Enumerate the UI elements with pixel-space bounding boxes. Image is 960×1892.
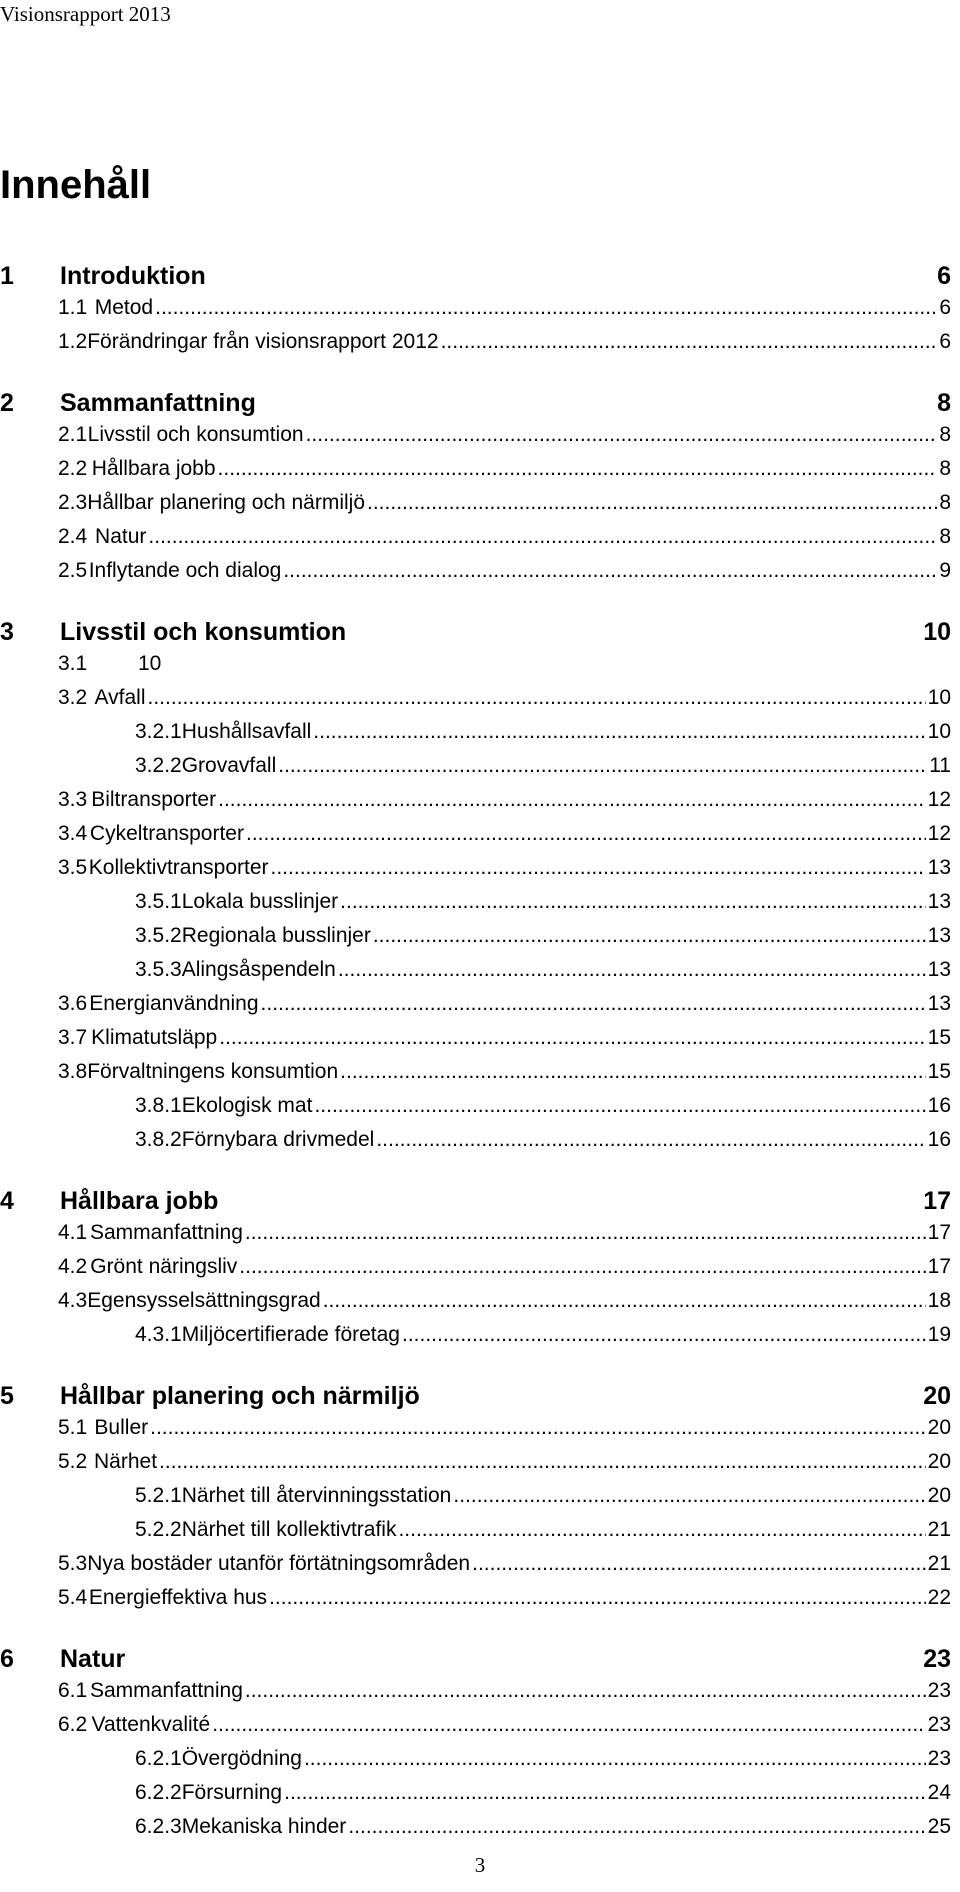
toc-entry[interactable] (0, 389, 951, 418)
toc-entry-title: Alingsåspendeln (181, 958, 336, 981)
toc-entry-title: Livsstil och konsumtion (60, 618, 347, 646)
toc-entry-page: 23 (927, 1747, 951, 1770)
toc-entry-title: Sammanfattning (89, 1221, 243, 1244)
toc-entry-number: 3 (0, 618, 14, 646)
toc-entry-page: 20 (923, 1382, 951, 1410)
toc-entry-number: 3.1 (58, 652, 88, 675)
toc-dot-leader (150, 1416, 926, 1440)
toc-entry-number: 3.4 (58, 822, 88, 845)
toc-entry-page: 9 (939, 559, 951, 582)
toc-entry[interactable] (0, 457, 951, 481)
toc-entry[interactable] (0, 652, 951, 676)
toc-entry-number: 5 (0, 1382, 14, 1410)
toc-entry[interactable] (0, 1518, 951, 1542)
toc-entry-title: Metod (94, 296, 154, 319)
toc-entry-page: 13 (927, 992, 951, 1015)
toc-entry[interactable] (0, 686, 951, 710)
toc-dot-leader (246, 822, 926, 846)
toc-entry[interactable] (0, 856, 951, 880)
toc-entry-number: 6.2.3 (135, 1815, 182, 1838)
toc-entry[interactable] (0, 958, 951, 982)
toc-entry[interactable] (0, 720, 951, 744)
toc-entry-number: 6.1 (58, 1679, 88, 1702)
toc-entry[interactable] (0, 1026, 951, 1050)
toc-entry-title: Förnybara drivmedel (181, 1128, 375, 1151)
toc-dot-leader (245, 1221, 926, 1245)
toc-entry-title: Biltransporter (91, 788, 217, 811)
running-header: Visionsrapport 2013 (0, 2, 171, 26)
toc-entry-page: 6 (937, 262, 951, 290)
toc-entry-page: 23 (927, 1679, 951, 1702)
toc-dot-leader (314, 1094, 925, 1118)
toc-entry-title: Livsstil och konsumtion (87, 423, 304, 446)
toc-entry-title: Övergödning (181, 1747, 302, 1770)
toc-dot-leader (284, 1781, 926, 1805)
toc-dot-leader (313, 720, 925, 744)
toc-entry[interactable] (0, 262, 951, 291)
toc-entry[interactable] (0, 1450, 951, 1474)
toc-entry-title: Miljöcertifierade företag (181, 1323, 400, 1346)
toc-entry-title: Avfall (94, 686, 146, 709)
toc-entry-number: 4 (0, 1187, 14, 1215)
toc-entry-number: 3.8.1 (135, 1094, 182, 1117)
toc-entry-page: 16 (927, 1128, 951, 1151)
toc-entry-number: 3.2.1 (135, 720, 182, 743)
toc-entry-number: 1.1 (58, 296, 88, 319)
toc-dot-leader (155, 296, 937, 320)
toc-entry-number: 4.3 (58, 1289, 88, 1312)
toc-entry-page: 8 (939, 491, 951, 514)
toc-entry-page: 11 (929, 754, 951, 777)
toc-entry-title: Klimatutsläpp (91, 1026, 218, 1049)
toc-entry-title: Sammanfattning (89, 1679, 243, 1702)
toc-entry-title: Energieffektiva hus (88, 1586, 268, 1609)
toc-entry-title: Ekologisk mat (181, 1094, 313, 1117)
toc-dot-leader (148, 525, 937, 549)
toc-entry-page: 20 (927, 1484, 951, 1507)
toc-entry-title: Försurning (181, 1781, 283, 1804)
toc-entry[interactable] (0, 1416, 951, 1440)
toc-entry-page: 23 (927, 1713, 951, 1736)
toc-entry-title: Introduktion (60, 262, 206, 290)
page-title: Innehåll (0, 163, 152, 207)
toc-dot-leader (348, 1815, 925, 1839)
toc-entry-page: 8 (939, 423, 951, 446)
toc-entry-number: 4.2 (58, 1255, 88, 1278)
toc-entry-page: 6 (939, 296, 951, 319)
toc-entry-page: 16 (927, 1094, 951, 1117)
toc-dot-leader (306, 423, 938, 447)
toc-dot-leader (218, 457, 938, 481)
toc-entry-page: 20 (927, 1416, 951, 1439)
toc-dot-leader (373, 924, 926, 948)
toc-entry-page: 15 (927, 1060, 951, 1083)
toc-entry[interactable] (0, 890, 951, 914)
toc-dot-leader (323, 1289, 926, 1313)
toc-entry-title: Hållbar planering och närmiljö (87, 491, 366, 514)
toc-entry-title: Hållbara jobb (60, 1187, 219, 1215)
toc-entry-page: 18 (927, 1289, 951, 1312)
toc-dot-leader (278, 754, 927, 778)
toc-dot-leader (402, 1323, 926, 1347)
toc-entry-page: 25 (927, 1815, 951, 1838)
toc-dot-leader (245, 1679, 926, 1703)
toc-entry-number: 2.3 (58, 491, 88, 514)
toc-entry[interactable] (0, 525, 951, 549)
toc-entry-number: 5.2 (58, 1450, 88, 1473)
toc-entry-number: 5.2.1 (135, 1484, 182, 1507)
toc-entry-title: Regionala busslinjer (181, 924, 371, 947)
toc-entry-number: 3.5.1 (135, 890, 182, 913)
toc-dot-leader (472, 1552, 926, 1576)
toc-entry[interactable] (0, 754, 951, 778)
toc-entry-page: 10 (927, 720, 951, 743)
toc-entry-number: 4.3.1 (135, 1323, 182, 1346)
toc-entry-title: Natur (95, 525, 147, 548)
toc-entry-number: 2.2 (58, 457, 88, 480)
toc-entry-title: Förändringar från visionsrapport 2012 (87, 330, 439, 353)
toc-entry-number: 3.5.3 (135, 958, 182, 981)
toc-entry-number: 3.2 (58, 686, 88, 709)
toc-entry[interactable] (0, 992, 951, 1016)
toc-dot-leader (453, 1484, 925, 1508)
toc-entry-title: Cykeltransporter (89, 822, 244, 845)
toc-entry[interactable] (0, 1255, 951, 1279)
toc-entry-number: 2.5 (58, 559, 88, 582)
toc-entry-title: Hushållsavfall (181, 720, 312, 743)
toc-entry-page: 19 (927, 1323, 951, 1346)
toc-dot-leader (340, 1060, 925, 1084)
toc-entry-page: 22 (927, 1586, 951, 1609)
toc-entry-number: 1.2 (58, 330, 88, 353)
toc-entry-page: 10 (923, 618, 951, 646)
toc-entry[interactable] (0, 1484, 951, 1508)
toc-entry-page: 17 (927, 1221, 951, 1244)
toc-entry[interactable] (0, 788, 951, 812)
toc-entry-page: 23 (923, 1645, 951, 1673)
toc-entry[interactable] (0, 1187, 951, 1216)
toc-entry-number: 1 (0, 262, 14, 290)
toc-dot-leader (338, 958, 926, 982)
toc-entry-title: Lokala busslinjer (181, 890, 339, 913)
toc-entry-number: 3.8.2 (135, 1128, 182, 1151)
toc-entry-number: 3.7 (58, 1026, 88, 1049)
toc-entry-number: 6.2.2 (135, 1781, 182, 1804)
toc-entry[interactable] (0, 1128, 951, 1152)
toc-entry[interactable] (0, 491, 951, 515)
toc-entry[interactable] (0, 1586, 951, 1610)
toc-entry-page: 6 (939, 330, 951, 353)
toc-entry-number: 5.4 (58, 1586, 88, 1609)
toc-dot-leader (239, 1255, 925, 1279)
toc-entry[interactable] (0, 924, 951, 948)
toc-entry-number: 6 (0, 1645, 14, 1673)
toc-entry-page: 24 (927, 1781, 951, 1804)
toc-entry-title: Närhet till kollektivtrafik (181, 1518, 397, 1541)
toc-entry-number: 3.2.2 (135, 754, 182, 777)
toc-dot-leader (441, 330, 938, 354)
toc-entry[interactable] (0, 559, 951, 583)
toc-entry-title: Mekaniska hinder (181, 1815, 347, 1838)
toc-entry-page: 15 (927, 1026, 951, 1049)
toc-entry-number: 3.6 (58, 992, 88, 1015)
toc-entry-title: Kollektivtransporter (88, 856, 269, 879)
toc-entry-title: Grovavfall (181, 754, 277, 777)
toc-dot-leader (148, 686, 926, 710)
toc-entry-number: 3.5.2 (135, 924, 182, 947)
toc-entry-page: 8 (939, 457, 951, 480)
toc-entry[interactable] (0, 822, 951, 846)
toc-entry-page: 20 (927, 1450, 951, 1473)
toc-entry-number: 6.2 (58, 1713, 88, 1736)
toc-dot-leader (159, 1450, 926, 1474)
toc-entry-title: Förvaltningens konsumtion (87, 1060, 339, 1083)
toc-entry[interactable] (0, 1713, 951, 1737)
toc-entry-page: 13 (927, 924, 951, 947)
toc-dot-leader (219, 1026, 925, 1050)
toc-entry-page: 17 (927, 1255, 951, 1278)
toc-entry-page: 17 (923, 1187, 951, 1215)
toc-entry-page: 13 (927, 958, 951, 981)
toc-entry[interactable] (0, 1747, 951, 1771)
toc-entry-title: Hållbara jobb (91, 457, 216, 480)
toc-entry[interactable] (0, 1781, 951, 1805)
toc-dot-leader (283, 559, 937, 583)
toc-dot-leader (271, 856, 926, 880)
toc-entry[interactable] (0, 1323, 951, 1347)
toc-dot-leader (367, 491, 937, 515)
toc-entry-title: Närhet (94, 1450, 158, 1473)
toc-entry-number: 3.5 (58, 856, 88, 879)
toc-entry-title: Energianvändning (89, 992, 259, 1015)
toc-dot-leader (261, 992, 926, 1016)
toc-entry-title: Vattenkvalité (91, 1713, 211, 1736)
toc-entry[interactable] (0, 1815, 951, 1839)
toc-entry-title: Buller (94, 1416, 149, 1439)
toc-entry-page: 21 (927, 1518, 951, 1541)
toc-entry-number: 2.1 (58, 423, 88, 446)
toc-entry-title: Sammanfattning (60, 389, 256, 417)
toc-entry-title: Närhet till återvinningsstation (181, 1484, 452, 1507)
toc-dot-leader (218, 788, 926, 812)
page-number: 3 (474, 1853, 486, 1877)
toc-entry-page: 12 (927, 788, 951, 811)
toc-entry-number: 2.4 (58, 525, 88, 548)
toc-entry-number: 5.2.2 (135, 1518, 182, 1541)
toc-entry[interactable] (0, 1552, 951, 1576)
toc-entry[interactable] (0, 1289, 951, 1313)
toc-entry-number: 4.1 (58, 1221, 88, 1244)
toc-dot-leader (398, 1518, 925, 1542)
toc-entry-title: Hållbar planering och närmiljö (60, 1382, 420, 1410)
toc-entry-number: 5.3 (58, 1552, 88, 1575)
toc-entry[interactable] (0, 1060, 951, 1084)
toc-entry-page: 12 (927, 822, 951, 845)
toc-entry-page: 10 (927, 686, 951, 709)
toc-entry-page: 21 (927, 1552, 951, 1575)
toc-entry[interactable] (0, 330, 951, 354)
toc-entry[interactable] (0, 1382, 951, 1411)
toc-entry-page: 8 (937, 389, 951, 417)
toc-entry-number: 6.2.1 (135, 1747, 182, 1770)
toc-entry-title: Egensysselsättningsgrad (87, 1289, 321, 1312)
toc-entry-title: Natur (60, 1645, 126, 1673)
toc-entry-number: 3.8 (58, 1060, 88, 1083)
toc-entry-page: 13 (927, 856, 951, 879)
toc-entry[interactable] (0, 296, 951, 320)
toc-dot-leader (269, 1586, 926, 1610)
toc-entry-number: 5.1 (58, 1416, 88, 1439)
toc-entry-title: Nya bostäder utanför förtätningsområden (87, 1552, 471, 1575)
toc-entry-page: 13 (927, 890, 951, 913)
toc-entry-title: Grönt näringsliv (90, 1255, 238, 1278)
toc-entry[interactable] (0, 1094, 951, 1118)
toc-entry-number: 2 (0, 389, 14, 417)
toc-dot-leader (304, 1747, 926, 1771)
toc-entry[interactable] (0, 1221, 951, 1245)
toc-entry-title: 10 (138, 652, 162, 675)
toc-entry[interactable] (0, 1645, 951, 1674)
toc-entry[interactable] (0, 618, 951, 647)
toc-entry-title: Inflytande och dialog (88, 559, 282, 582)
toc-entry[interactable] (0, 1679, 951, 1703)
toc-dot-leader (212, 1713, 925, 1737)
toc-dot-leader (376, 1128, 925, 1152)
toc-entry-page: 8 (939, 525, 951, 548)
toc-dot-leader (340, 890, 925, 914)
toc-entry[interactable] (0, 423, 951, 447)
toc-entry-number: 3.3 (58, 788, 88, 811)
